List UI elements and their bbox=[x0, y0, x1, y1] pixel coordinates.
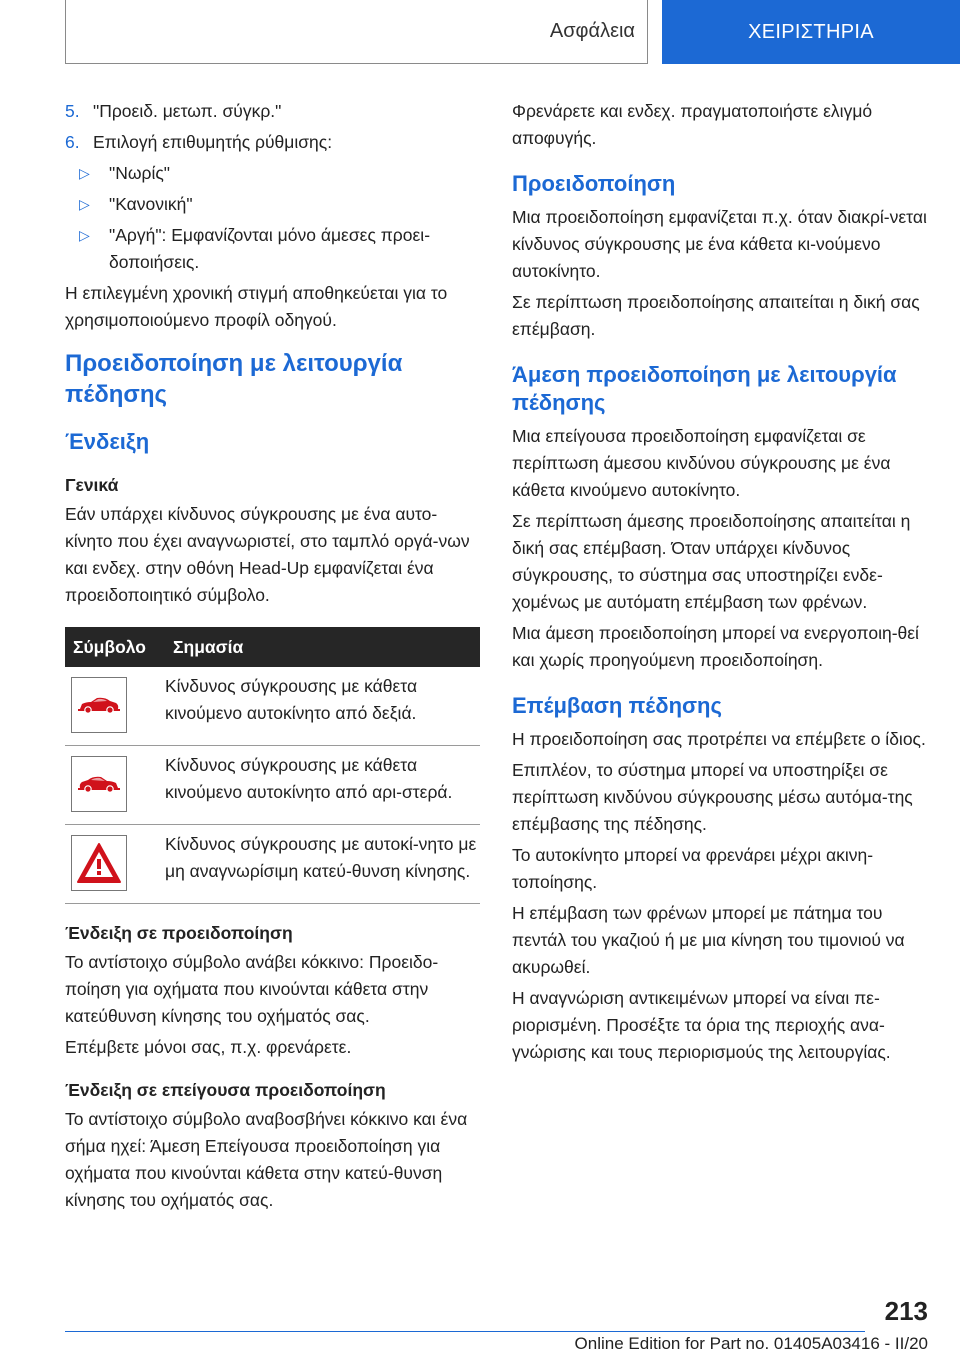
page-number: 213 bbox=[884, 1296, 928, 1326]
table-row bbox=[65, 825, 480, 904]
bullet-text: "Κανονική" bbox=[109, 194, 193, 214]
paragraph: Σε περίπτωση προειδοποίησης απαιτείται η δική σας επέμβαση. bbox=[512, 292, 920, 339]
table-header-symbol: Σύμβολο bbox=[65, 627, 165, 667]
minor-heading: Ένδειξη σε επείγουσα προειδοποίηση bbox=[65, 1080, 386, 1100]
bullet-item bbox=[65, 160, 480, 187]
table-header-row bbox=[65, 627, 480, 667]
list-number: 5. bbox=[65, 101, 80, 121]
header-section-title: Ασφάλεια bbox=[549, 20, 635, 42]
paragraph: Μια προειδοποίηση εμφανίζεται π.χ. όταν διακρί-νεται κίνδυνος σύγκρουσης με ένα κάθετα κι-νούμενο αυτοκίνητο. bbox=[512, 207, 927, 281]
paragraph: Επιπλέον, το σύστημα μπορεί να υποστηρίξει σε περίπτωση κινδύνου σύγκρουσης μέσω αυτόμα-της επέμβασης της πέδησης. bbox=[512, 760, 913, 834]
list-number: 6. bbox=[65, 132, 80, 152]
paragraph: Σε περίπτωση άμεσης προειδοποίησης απαιτείται η δική σας επέμβαση. Όταν υπάρχει κίνδυνος σύγκρουσης, το σύστημα σας υποστηρίζει ενδε-χομένως με αυτόματη επέμβαση των φρένων. bbox=[512, 511, 911, 612]
table-cell-meaning: Κίνδυνος σύγκρουσης με αυτοκί-νητο με μη αναγνωρίσιμη κατεύ-θυνση κίνησης. bbox=[165, 825, 480, 904]
minor-heading: Γενικά bbox=[65, 475, 119, 495]
paragraph: Η προειδοποίηση σας προτρέπει να επέμβετε ο ίδιος. bbox=[512, 729, 926, 749]
table-cell-symbol bbox=[65, 825, 165, 904]
paragraph: Μια άμεση προειδοποίηση μπορεί να ενεργοποιη-θεί και χωρίς προηγούμενη προειδοποίηση. bbox=[512, 623, 919, 670]
paragraph: Το αυτοκίνητο μπορεί να φρενάρει μέχρι ακινη-τοποίησης. bbox=[512, 845, 874, 892]
warning-triangle-icon bbox=[71, 835, 127, 891]
list-text: "Προειδ. μετωπ. σύγκρ." bbox=[93, 101, 282, 121]
header-section-box bbox=[65, 0, 648, 64]
header-chapter-title: ΧΕΙΡΙΣΤΗΡΙΑ bbox=[748, 20, 874, 43]
left-column bbox=[65, 98, 480, 1218]
subsection-heading: Άμεση προειδοποίηση με λειτουργία πέδησης bbox=[512, 362, 897, 415]
paragraph: Εάν υπάρχει κίνδυνος σύγκρουσης με ένα αυτο-κίνητο που έχει αναγνωριστεί, στο ταμπλό οργά-νων και ενδεχ. στην οθόνη Head-Up εμφανίζεται ένα προειδοποιητικό σύμβολο. bbox=[65, 504, 470, 605]
bullet-text: "Νωρίς" bbox=[109, 163, 171, 183]
footer-divider bbox=[65, 1331, 865, 1332]
subsection-heading: Προειδοποίηση bbox=[512, 171, 676, 196]
paragraph: Επέμβετε μόνοι σας, π.χ. φρενάρετε. bbox=[65, 1037, 352, 1057]
paragraph: Φρενάρετε και ενδεχ. πραγματοποιήστε ελιγμό αποφυγής. bbox=[512, 101, 873, 148]
section-heading: Προειδοποίηση με λειτουργία πέδησης bbox=[65, 350, 403, 408]
minor-heading: Ένδειξη σε προειδοποίηση bbox=[65, 923, 293, 943]
list-item bbox=[65, 98, 480, 125]
footer-edition: Online Edition for Part no. 01405A03416 - II/20 bbox=[574, 1334, 928, 1353]
paragraph: Μια επείγουσα προειδοποίηση εμφανίζεται σε περίπτωση άμεσου κινδύνου σύγκρουσης με ένα κάθετα κινούμενο αυτοκίνητο. bbox=[512, 426, 891, 500]
table-cell-meaning: Κίνδυνος σύγκρουσης με κάθετα κινούμενο αυτοκίνητο από δεξιά. bbox=[165, 667, 480, 746]
paragraph: Η επέμβαση των φρένων μπορεί με πάτημα του πεντάλ του γκαζιού ή με μια κίνηση του τιμονιού να ακυρωθεί. bbox=[512, 903, 905, 977]
paragraph: Το αντίστοιχο σύμβολο αναβοσβήνει κόκκινο και ένα σήμα ηχεί: Άμεση Επείγουσα προειδοποίηση για οχήματα που κινούνται κάθετα στην κατεύ-θυνση κίνησης του οχήματός σας. bbox=[65, 1109, 468, 1210]
header-chapter-tab bbox=[662, 0, 960, 64]
triangle-bullet-icon: ▷ bbox=[79, 165, 90, 181]
paragraph: Η αναγνώριση αντικειμένων μπορεί να είναι πε-ριορισμένη. Προσέξτε τα όρια της περιοχής ανα-γνώρισης και τους περιορισμούς της λειτουργίας. bbox=[512, 988, 891, 1062]
car-right-icon bbox=[71, 677, 127, 733]
bullet-text: "Αργή": Εμφανίζονται μόνο άμεσες προει-δοποιήσεις. bbox=[109, 225, 431, 272]
table-cell-symbol bbox=[65, 746, 165, 825]
subsection-heading: Επέμβαση πέδησης bbox=[512, 693, 722, 718]
table-row bbox=[65, 667, 480, 746]
symbol-table bbox=[65, 627, 480, 904]
bullet-item bbox=[65, 222, 480, 276]
car-left-icon bbox=[71, 756, 127, 812]
table-row bbox=[65, 746, 480, 825]
triangle-bullet-icon: ▷ bbox=[79, 227, 90, 243]
paragraph: Η επιλεγμένη χρονική στιγμή αποθηκεύεται για το χρησιμοποιούμενο προφίλ οδηγού. bbox=[65, 283, 448, 330]
table-cell-symbol bbox=[65, 667, 165, 746]
table-header-meaning: Σημασία bbox=[165, 627, 480, 667]
subsection-heading: Ένδειξη bbox=[65, 429, 150, 454]
list-text: Επιλογή επιθυμητής ρύθμισης: bbox=[93, 132, 333, 152]
bullet-item bbox=[65, 191, 480, 218]
paragraph: Το αντίστοιχο σύμβολο ανάβει κόκκινο: Προειδο-ποίηση για οχήματα που κινούνται κάθετα στην κατεύθυνση κίνησης του οχήματός σας. bbox=[65, 952, 439, 1026]
triangle-bullet-icon: ▷ bbox=[79, 196, 90, 212]
table-cell-meaning: Κίνδυνος σύγκρουσης με κάθετα κινούμενο αυτοκίνητο από αρι-στερά. bbox=[165, 746, 480, 825]
list-item bbox=[65, 129, 480, 156]
right-column bbox=[512, 98, 928, 1070]
